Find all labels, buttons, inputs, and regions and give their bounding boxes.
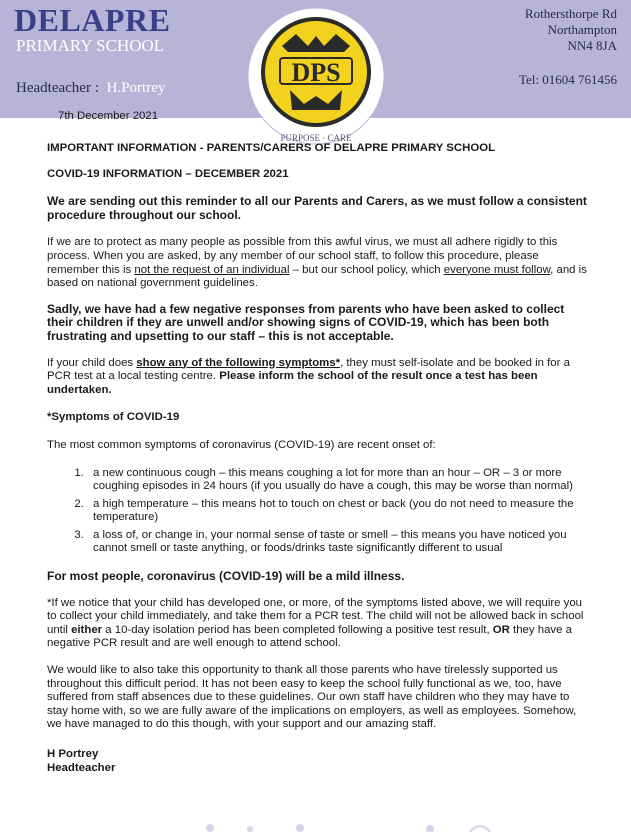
letter-date: 7th December 2021 <box>58 110 159 122</box>
reminder-paragraph: We are sending out this reminder to all our Parents and Carers, as we must follow a consistent procedure throughout our school. <box>47 194 587 222</box>
text-run: a 10-day isolation period has been completed following a positive test result, <box>102 623 493 636</box>
signature-role: Headteacher <box>47 761 116 774</box>
collection-policy-paragraph <box>47 597 592 651</box>
text-run: If we are to protect as many people as possible from this awful virus, we must all adhere rigidly to this process. When you are asked, by any member of our school staff, to follow this procedure, please remember this is <box>47 236 558 276</box>
school-subtitle: PRIMARY SCHOOL <box>16 36 165 55</box>
school-name: DELAPRE <box>14 2 171 38</box>
letter-subtitle: COVID-19 INFORMATION – DECEMBER 2021 <box>47 167 289 180</box>
letter-title: IMPORTANT INFORMATION - PARENTS/CARERS OF DELAPRE PRIMARY SCHOOL <box>47 142 496 154</box>
symptoms-list <box>47 467 592 557</box>
crest-letters: DPS <box>291 58 341 87</box>
list-item: 3. a loss of, or change in, your normal sense of taste or smell – this means you have noticed you cannot smell or taste anything, or foods/drinks taste significantly different to usual <box>87 529 592 556</box>
symptoms-intro: The most common symptoms of coronavirus (COVID-19) are recent onset of: <box>47 438 436 451</box>
symptoms-heading: *Symptoms of COVID-19 <box>47 411 180 424</box>
telephone: Tel: 01604 761456 <box>518 72 617 87</box>
crest-motto: PURPOSE · CARE <box>280 133 352 143</box>
underlined-text: show any of the following symptoms* <box>136 356 341 369</box>
school-address <box>525 6 617 54</box>
thanks-paragraph: We would like to also take this opportunity to thank all those parents who have tirelessly supported us throughout this difficult period. It has not been easy to keep the school fully functional as we, too, have suffered from staff absences due to these guidelines. Our own staff have children who they may have to stay home with, so we are fully aware of the implications on employers, as well as employees. Somehow, we have managed to do this though, with your support and our amazing staff. <box>47 664 577 731</box>
list-item: 1. a new continuous cough – this means coughing a lot for more than an hour – OR – 3 or more coughing episodes in 24 hours (if you usually do have a cough, this may be worse than normal) <box>87 467 592 494</box>
address-line: Northampton <box>547 22 617 37</box>
bold-text: OR <box>492 623 510 636</box>
bold-text: Please inform the school of the result once a test has been undertaken. <box>47 370 538 396</box>
negative-responses-paragraph: Sadly, we have had a few negative responses from parents who have been asked to collect their children if they are unwell and/or showing signs of COVID-19, which has been both frustrating and upsetting to our staff – this is not acceptable. <box>47 301 565 343</box>
underlined-text: everyone must follow <box>443 263 551 276</box>
underlined-text: not the request of an individual <box>134 263 290 276</box>
bold-text: either <box>71 623 103 636</box>
text-run: If your child does <box>47 356 137 369</box>
text-run: , and is based on national government guidelines. <box>47 263 587 290</box>
headteacher-label: Headteacher : <box>16 80 99 96</box>
policy-paragraph <box>47 236 592 290</box>
footer-decoration <box>180 820 520 832</box>
text-run: *If we notice that your child has developed one, or more, of the symptoms listed above, we will require you to collect your child immediately, and take them for a PCR test. The child will not be allowed back in school until <box>47 596 584 636</box>
address-line: NN4 8JA <box>567 38 617 53</box>
list-item: 2. a high temperature – this means hot to touch on chest or back (you do not need to measure the temperature) <box>87 498 592 525</box>
letter-body <box>47 112 592 775</box>
headteacher-name: H.Portrey <box>106 80 166 96</box>
signature-name: H Portrey <box>47 748 99 760</box>
text-run: – but our school policy, which <box>289 263 444 276</box>
mild-illness-note: For most people, coronavirus (COVID-19) will be a mild illness. <box>47 569 405 584</box>
text-run: , they must self-isolate and be booked in for a PCR test at a local testing centre. <box>47 356 570 383</box>
text-run: they have a negative PCR result and are well enough to attend school. <box>47 623 572 650</box>
address-line: Rothersthorpe Rd <box>524 6 617 21</box>
headteacher-line <box>16 80 165 97</box>
symptoms-instruction-paragraph <box>47 357 592 398</box>
